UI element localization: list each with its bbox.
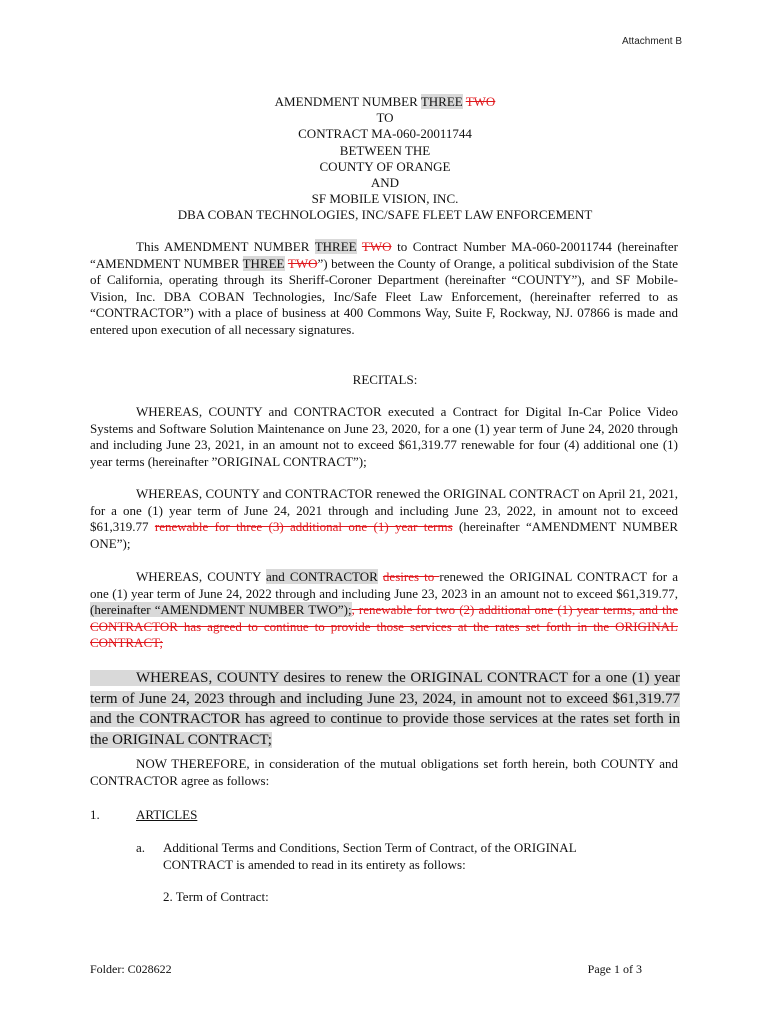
intro-paragraph: This AMENDMENT NUMBER THREE TWO to Contract Number MA-060-20011744 (hereinafter “AMENDMENT NUMBER THREE TWO”) between the County of Orange, a political subdivision of the State of California, operating through its Sheriff-Coroner Department (hereinafter “COUNTY”), and SF Mobile-Vision, Inc. DBA COBAN Technologies, Inc/Safe Fleet Law Enforcement, (hereinafter referred to as “CONTRACTOR”) with a place of business at 400 Commons Way, Suite F, Rockway, NJ. 07866 is made and entered upon execution of all necessary signatures. <box>90 239 679 337</box>
folder-number: Folder: C028622 <box>90 962 172 976</box>
recital-2: WHEREAS, COUNTY and CONTRACTOR renewed the ORIGINAL CONTRACT on April 21, 2021, for a one (1) year term of June 24, 2021 through and including June 23, 2022, in amount not to exceed $61,319.77 renewable for three (3) additional one (1) year terms (hereinafter “AMENDMENT NUMBER ONE”); <box>90 486 679 551</box>
title-line-2: TO <box>376 110 394 126</box>
recitals-heading: RECITALS: <box>352 372 418 387</box>
recital-1: WHEREAS, COUNTY and CONTRACTOR executed a Contract for Digital In-Car Police Video Systems and Software Solution Maintenance on June 23, 2020, for a one (1) year term of June 24, 2020 through and including June 23, 2021, in an amount not to exceed $61,319.77 renewable for four (4) additional one (1) year terms (hereinafter ”ORIGINAL CONTRACT”); <box>90 404 678 469</box>
title-line-7: SF MOBILE VISION, INC. <box>311 191 459 207</box>
section-title-articles: ARTICLES <box>136 807 198 822</box>
now-therefore-paragraph: NOW THEREFORE, in consideration of the mutual obligations set forth herein, both COUNTY and CONTRACTOR agree as follows: <box>90 756 678 788</box>
document-title <box>0 94 770 224</box>
highlight-three: THREE <box>420 94 463 109</box>
title-line-3: CONTRACT MA-060-20011744 <box>298 126 472 142</box>
page-number: Page 1 of 3 <box>587 962 642 976</box>
item-letter-a: a. <box>136 840 146 855</box>
title-line-5: COUNTY OF ORANGE <box>319 158 451 174</box>
recital-3: WHEREAS, COUNTY and CONTRACTOR desires to renewed the ORIGINAL CONTRACT for a one (1) year term of June 24, 2022 through and including June 23, 2023 in an amount not to exceed $61,319.77, (hereinafter “AMENDMENT NUMBER TWO”);, renewable for two (2) additional one (1) year terms, and the CONTRACTOR has agreed to continue to provide those services at the rates set forth in the ORIGINAL CONTRACT; <box>90 569 679 651</box>
section-number: 1. <box>90 807 100 822</box>
title-line-8: DBA COBAN TECHNOLOGIES, INC/SAFE FLEET LAW ENFORCEMENT <box>177 207 593 223</box>
title-line-6: AND <box>370 175 400 191</box>
title-line-1: AMENDMENT NUMBER THREE TWO <box>274 94 496 109</box>
item-a-text: Additional Terms and Conditions, Section Term of Contract, of the ORIGINAL CONTRACT is amended to read in its entirety as follows: <box>163 840 577 872</box>
attachment-label: Attachment B <box>621 36 682 47</box>
deleted-two: TWO <box>465 94 496 109</box>
term-of-contract-heading: 2. Term of Contract: <box>163 889 269 904</box>
title-line-4: BETWEEN THE <box>339 142 431 158</box>
recital-4-highlighted: WHEREAS, COUNTY desires to renew the ORIGINAL CONTRACT for a one (1) year term of June 24, 2023 through and including June 23, 2024, in amount not to exceed $61,319.77 and the CONTRACTOR has agreed to continue to provide those services at the rates set forth in the ORIGINAL CONTRACT; <box>90 670 680 748</box>
